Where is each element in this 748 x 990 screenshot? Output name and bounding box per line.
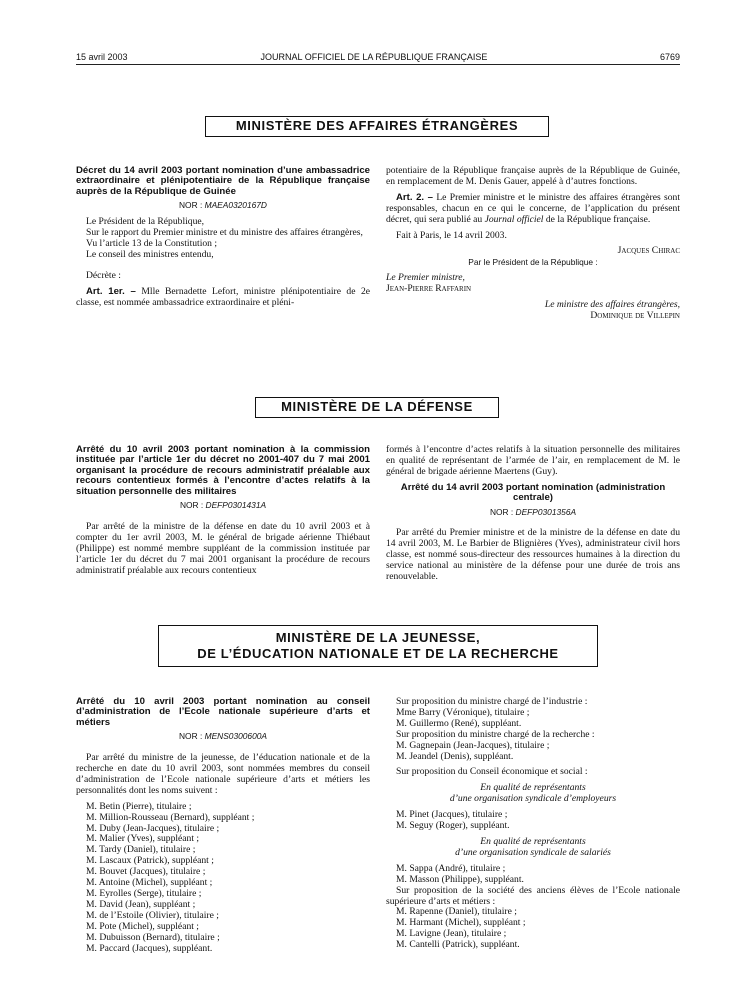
signer-name: Jacques Chirac (617, 245, 680, 257)
nor-line: NOR : DEFP0301356A (489, 506, 577, 517)
list-item: M. Eyrolles (Serge), titulaire ; (86, 888, 202, 899)
header-date: 15 avril 2003 (76, 52, 128, 62)
s1-left-column (76, 166, 370, 308)
nor-line: NOR : MAEA0320167D (179, 200, 267, 211)
proposal-heading: Sur proposition du ministre chargé de l’industrie : (396, 696, 588, 707)
list-item: Mme Barry (Véronique), titulaire ; (396, 706, 530, 718)
header-journal: JOURNAL OFFICIEL DE LA RÉPUBLIQUE FRANÇAISE (260, 52, 488, 62)
arrete-text-continued: formés à l’encontre d’actes relatifs à la situation personnelle des militaires en qualité de représentant de l’armée de l’air, en remplacement de M. le général de brigade aérienne Maertens (Guy). (386, 444, 680, 477)
text-line: Le conseil des ministres entendu, (86, 248, 214, 260)
list-item: M. Rapenne (Daniel), titulaire ; (396, 906, 517, 918)
header-rule (76, 64, 680, 65)
qualite-line: d’une organisation syndicale d’employeurs (449, 793, 617, 805)
list-item: M. Million-Rousseau (Bernard), suppléant ; (86, 811, 255, 823)
ministry-box-affaires-etrangeres (205, 116, 549, 137)
s3-right-column (386, 697, 680, 951)
name-list (386, 810, 680, 832)
arrete-title: Arrêté du 10 avril 2003 portant nomination à la commission instituée par l’article 1er du décret no 2001-407 du 7 mai 2001 organisant la procédure de recours administratif préalable aux recours contentieux formés à l’encontre d’actes relatifs à la situation personnelle des militaires (76, 444, 370, 497)
list-item: M. Cantelli (Patrick), suppléant. (396, 939, 520, 951)
list-item: M. Sappa (André), titulaire ; (396, 862, 506, 874)
decree-title: Décret du 14 avril 2003 portant nomination d’une ambassadrice extraordinaire et plénipotentiaire de la République française auprès de la République de Guinée (76, 165, 370, 197)
fait-line: Fait à Paris, le 14 avril 2003. (396, 229, 507, 241)
pm-name: Jean-Pierre Raffarin (386, 283, 472, 295)
list-item: M. Harmant (Michel), suppléant ; (396, 917, 526, 929)
minister-name: Dominique de Villepin (590, 309, 680, 321)
qualite-line: En qualité de représentants (480, 835, 586, 847)
list-item: M. Tardy (Daniel), titulaire ; (86, 844, 196, 856)
name-list (386, 741, 680, 763)
article-1-continued: potentiaire de la République française auprès de la République de Guinée, en remplacement de M. Denis Gauer, appelé à d’autres fonctions. (386, 165, 680, 187)
qualite-line: En qualité de représentants (480, 782, 586, 794)
name-list (386, 864, 680, 886)
proposal-heading: Sur proposition de la société des anciens élèves de l’Ecole nationale supérieure d’arts et métiers : (386, 884, 680, 907)
arrete-text: Par arrêté de la ministre de la défense en date du 10 avril 2003 et à compter du 1er avril 2003, M. le général de brigade aérienne Thiébaut (Philippe) est nommé membre suppléant de la commission instituée par l’article 1er du décret du 7 mai 2001 organisant la procédure de recours administratif préalable aux recours contentieux (76, 520, 370, 576)
ministry-title-line-1: MINISTÈRE DE LA JEUNESSE, (275, 630, 481, 645)
qualite-line: d’une organisation syndicale de salariés (455, 846, 611, 858)
list-item: M. Antoine (Michel), suppléant ; (86, 877, 213, 889)
ministry-title: MINISTÈRE DES AFFAIRES ÉTRANGÈRES (235, 118, 519, 133)
ministry-box-defense (255, 397, 499, 418)
name-list (386, 907, 680, 951)
list-item: M. Duby (Jean-Jacques), titulaire ; (86, 822, 220, 834)
list-item: M. Malier (Yves), suppléant ; (86, 833, 200, 845)
name-list (386, 708, 680, 730)
header-page-number: 6769 (659, 52, 680, 62)
nor-line: NOR : MENS0300600A (179, 731, 267, 742)
decrete-label: Décrète : (86, 269, 121, 281)
list-item: M. Bouvet (Jacques), titulaire ; (86, 866, 206, 878)
nor-line: NOR : DEFP0301431A (179, 500, 267, 511)
s2-left-column (76, 445, 370, 576)
name-list (76, 802, 370, 955)
pm-title: Le Premier ministre, (386, 272, 465, 284)
list-item: M. Pinet (Jacques), titulaire ; (396, 809, 508, 821)
text-line: Sur le rapport du Premier ministre et du ministre des affaires étrangères, (86, 227, 363, 239)
s3-left-column (76, 697, 370, 954)
ministry-box-education (158, 625, 598, 667)
list-item: M. Guillermo (René), suppléant. (396, 717, 522, 729)
par-le-president: Par le Président de la République : (468, 257, 598, 268)
list-item: M. Masson (Philippe), suppléant. (396, 873, 524, 885)
list-item: M. Jeandel (Denis), suppléant. (396, 750, 514, 762)
article-2: Art. 2. – Le Premier ministre et le ministre des affaires étrangères sont responsables, chacun en ce qui le concerne, de l’application du présent décret, qui sera publié au Journal officiel de la République française. (386, 191, 680, 225)
list-item: M. David (Jean), suppléant ; (86, 898, 196, 910)
ministry-title: MINISTÈRE DE LA DÉFENSE (281, 399, 473, 414)
article-1: Art. 1er. – Mlle Bernadette Lefort, ministre plénipotentiaire de 2e classe, est nommée ambassadrice extraordinaire et pléni- (76, 285, 371, 308)
list-item: M. Dubuisson (Bernard), titulaire ; (86, 931, 220, 943)
arrete-title: Arrêté du 10 avril 2003 portant nomination au conseil d’administration de l’Ecole nationale supérieure d’arts et métiers (76, 696, 370, 728)
ministry-title-line-2: DE L’ÉDUCATION NATIONALE ET DE LA RECHERCHE (197, 646, 559, 661)
list-item: M. Lavigne (Jean), titulaire ; (396, 928, 507, 940)
arrete-text: Par arrêté du ministre de la jeunesse, de l’éducation nationale et de la recherche en date du 10 avril 2003, sont nommées membres du conseil d’administration de l’Ecole nationale supérieure d’arts et métiers les personnalités dont les noms suivent : (76, 752, 370, 796)
list-item: M. Gagnepain (Jean-Jacques), titulaire ; (396, 739, 550, 751)
list-item: M. Pote (Michel), suppléant ; (86, 920, 199, 932)
list-item: M. Seguy (Roger), suppléant. (396, 820, 510, 832)
list-item: M. Paccard (Jacques), suppléant. (86, 942, 213, 954)
list-item: M. Betin (Pierre), titulaire ; (86, 800, 192, 812)
arrete-title: Arrêté du 14 avril 2003 portant nomination (administration centrale) (400, 481, 666, 504)
list-item: M. Lascaux (Patrick), suppléant ; (86, 855, 214, 867)
text-line: Vu l’article 13 de la Constitution ; (86, 237, 218, 249)
minister-title: Le ministre des affaires étrangères, (544, 299, 680, 311)
s1-right-column (386, 166, 680, 322)
s2-right-column (386, 445, 680, 583)
text-line: Le Président de la République, (86, 216, 205, 228)
list-item: M. de l’Estoile (Olivier), titulaire ; (86, 909, 219, 921)
arrete-text: Par arrêté du Premier ministre et de la ministre de la défense en date du 14 avril 2003, M. Le Barbier de Blignières (Yves), administrateur civil hors classe, est nommé sous-directeur des ressources humaines à la direction du service national au ministère de la défense pour une durée de trois ans renouvelable. (386, 527, 680, 583)
proposal-heading: Sur proposition du ministre chargé de la recherche : (396, 728, 595, 740)
proposal-heading: Sur proposition du Conseil économique et social : (396, 766, 588, 778)
